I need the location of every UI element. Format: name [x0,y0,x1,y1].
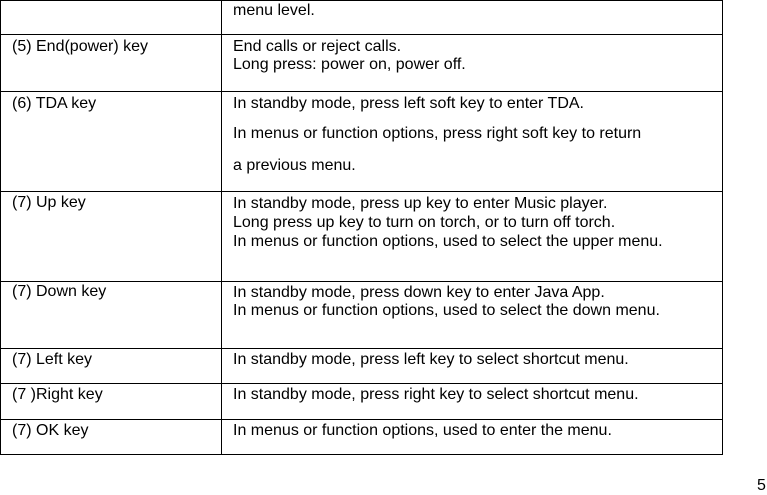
key-name-cell [1,349,222,384]
description-line: In standby mode, press right key to select shortcut menu. [233,386,639,403]
description-line: In standby mode, press up key to enter Music player. [233,195,608,212]
description-line: End calls or reject calls. [233,38,402,55]
key-name: (6) TDA key [12,95,97,112]
description-line: In menus or function options, used to select the down menu. [233,302,660,319]
description-line: In standby mode, press left soft key to enter TDA. [233,95,584,112]
description-cell [222,282,723,349]
key-name-cell [1,35,222,92]
page-number: 5 [757,477,766,494]
table-row [1,192,723,282]
key-name: (5) End(power) key [12,38,149,55]
description-line: Long press: power on, power off. [233,56,466,73]
table-row [1,420,723,455]
description-line: In menus or function options, used to select the upper menu. [233,233,663,250]
description-line: In standby mode, press left key to select shortcut menu. [233,351,629,368]
description-cell [222,384,723,420]
key-name: (7) Down key [12,283,107,300]
key-name-cell [1,192,222,282]
table-row [1,35,723,92]
key-name-cell [1,420,222,455]
key-name: (7) Left key [12,351,93,368]
key-name: (7) Up key [12,194,86,211]
table-row [1,384,723,420]
key-name: (7 )Right key [12,386,103,403]
table-row [1,282,723,349]
table-row [1,349,723,384]
description-line: a previous menu. [233,157,356,174]
description-cell [222,349,723,384]
description-cell [222,192,723,282]
description-cell [222,1,723,35]
description-line: menu level. [233,2,315,19]
description-line: In standby mode, press down key to enter Java App. [233,284,605,301]
description-line: In menus or function options, used to enter the menu. [233,422,612,439]
table-row [1,1,723,35]
key-name-cell [1,282,222,349]
description-cell [222,420,723,455]
description-line: Long press up key to turn on torch, or to turn off torch. [233,214,616,231]
description-line: In menus or function options, press right soft key to return [233,125,642,142]
key-name-cell [1,1,222,35]
key-name-cell [1,92,222,192]
description-cell [222,35,723,92]
key-name: (7) OK key [12,422,89,439]
description-cell [222,92,723,192]
key-name-cell [1,384,222,420]
table-row [1,92,723,192]
